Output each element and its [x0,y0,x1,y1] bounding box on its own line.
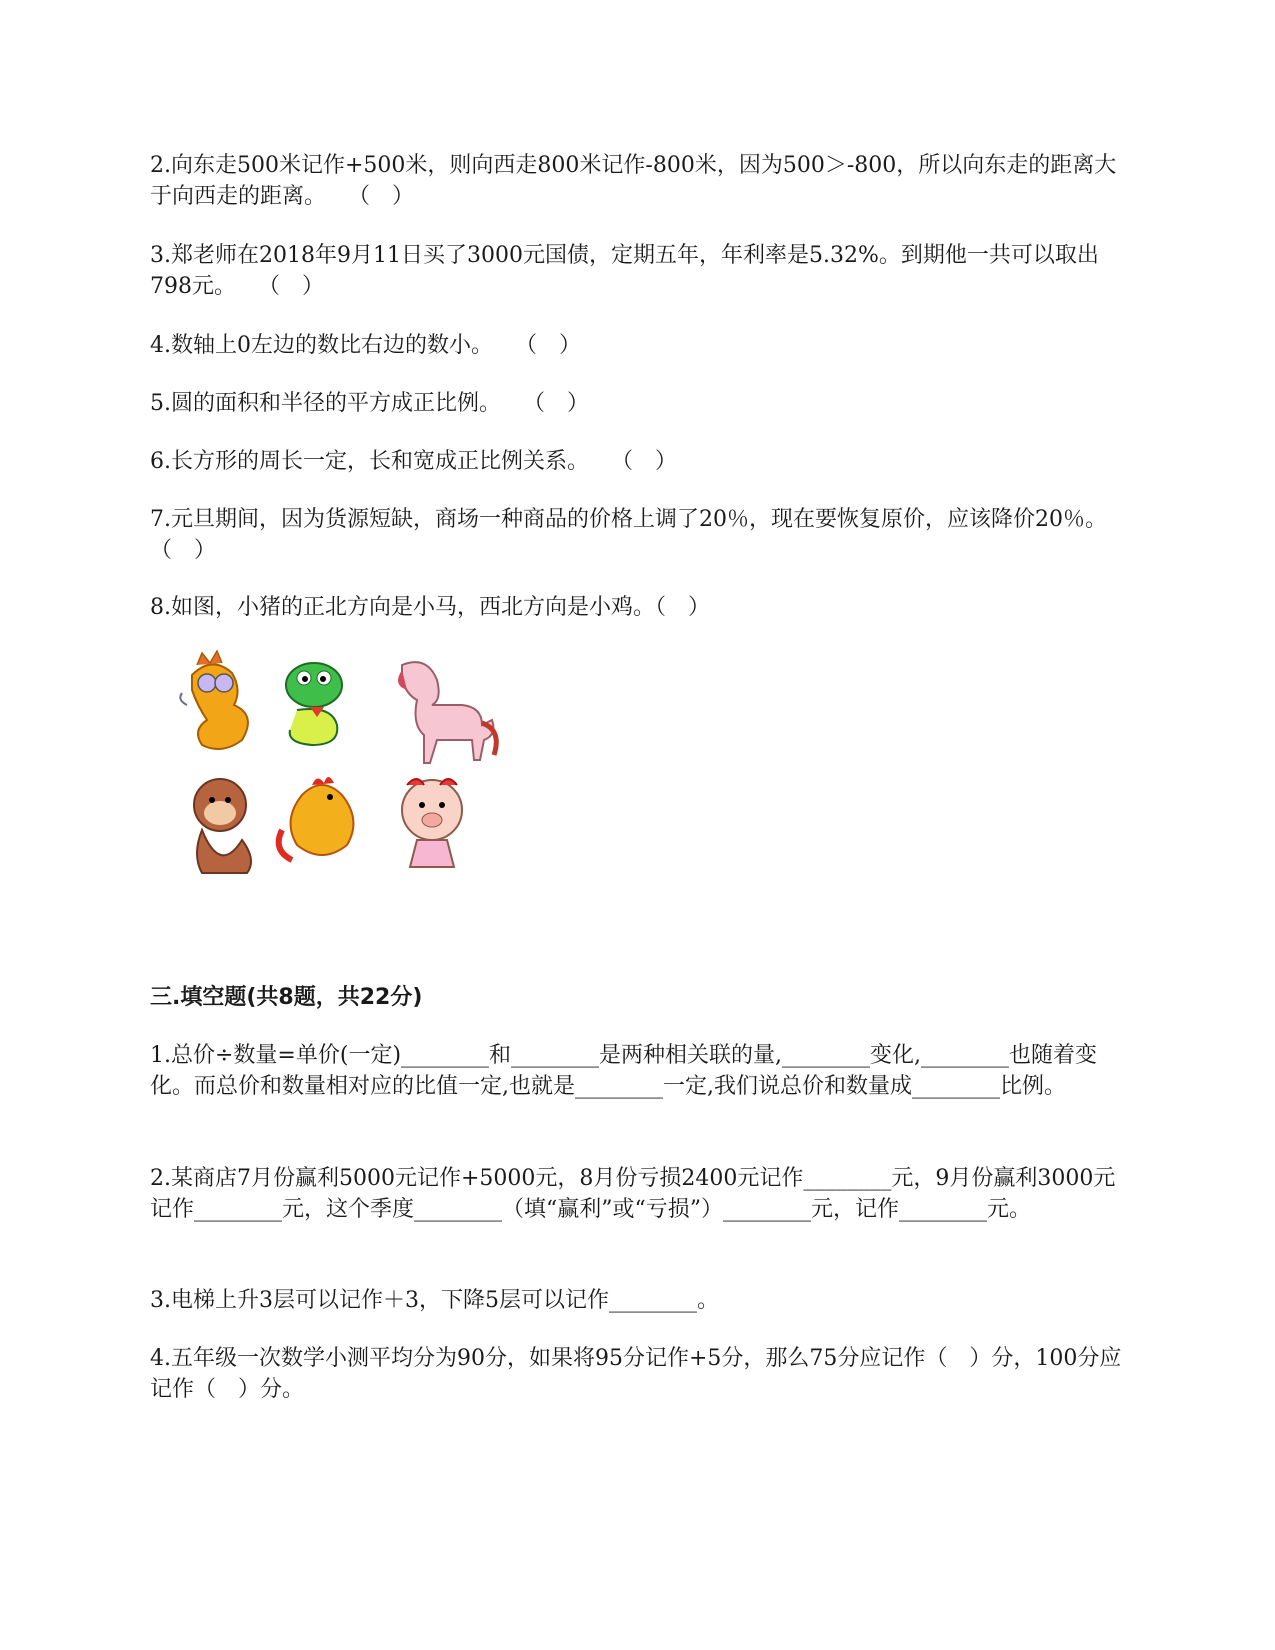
judgement-question-8: 8.如图，小猪的正北方向是小马，西北方向是小鸡。（ ） [150,595,710,620]
judgement-question-4: 4.数轴上0左边的数比右边的数小。 （ ） [150,333,581,358]
fill-in-question-4: 4.五年级一次数学小测平均分为90分，如果将95分记作+5分，那么75分应记作（ ）分，100分应记作（ ）分。 [150,1346,1122,1402]
dragon-icon [180,651,248,749]
snake-icon [286,663,342,745]
pig-icon [402,779,462,867]
fill-in-question-1: 1.总价÷数量=单价(一定)________和________是两种相关联的量,________变化,________也随着变化。而总价和数量相对应的比值一定,也就是________一定,我们说总价和数量成________比例。 [150,1043,1098,1099]
judgement-question-5: 5.圆的面积和半径的平方成正比例。 （ ） [150,391,589,416]
fill-in-question-3: 3.电梯上升3层可以记作＋3，下降5层可以记作________。 [150,1288,719,1313]
zodiac-animals-figure [162,645,512,890]
rooster-icon [279,777,354,860]
judgement-question-3: 3.郑老师在2018年9月11日买了3000元国债，定期五年，年利率是5.32%。到期他一共可以取出798元。 （ ） [150,243,1099,299]
judgement-question-2: 2.向东走500米记作+500米，则向西走800米记作-800米，因为500＞-800，所以向东走的距离大于向西走的距离。 （ ） [150,153,1117,209]
fill-in-question-2: 2.某商店7月份赢利5000元记作+5000元，8月份亏损2400元记作________元，9月份赢利3000元记作________元，这个季度________（填“赢利”或“亏损”）________元，记作________元。 [150,1166,1116,1222]
judgement-question-6: 6.长方形的周长一定，长和宽成正比例关系。 （ ） [150,449,677,474]
judgement-question-7: 7.元旦期间，因为货源短缺，商场一种商品的价格上调了20％，现在要恢复原价，应该降价20％。（ ） [150,507,1107,563]
monkey-icon [194,779,251,873]
fill-in-section-title: 三.填空题(共8题，共22分) [150,985,423,1010]
horse-icon [398,662,496,763]
